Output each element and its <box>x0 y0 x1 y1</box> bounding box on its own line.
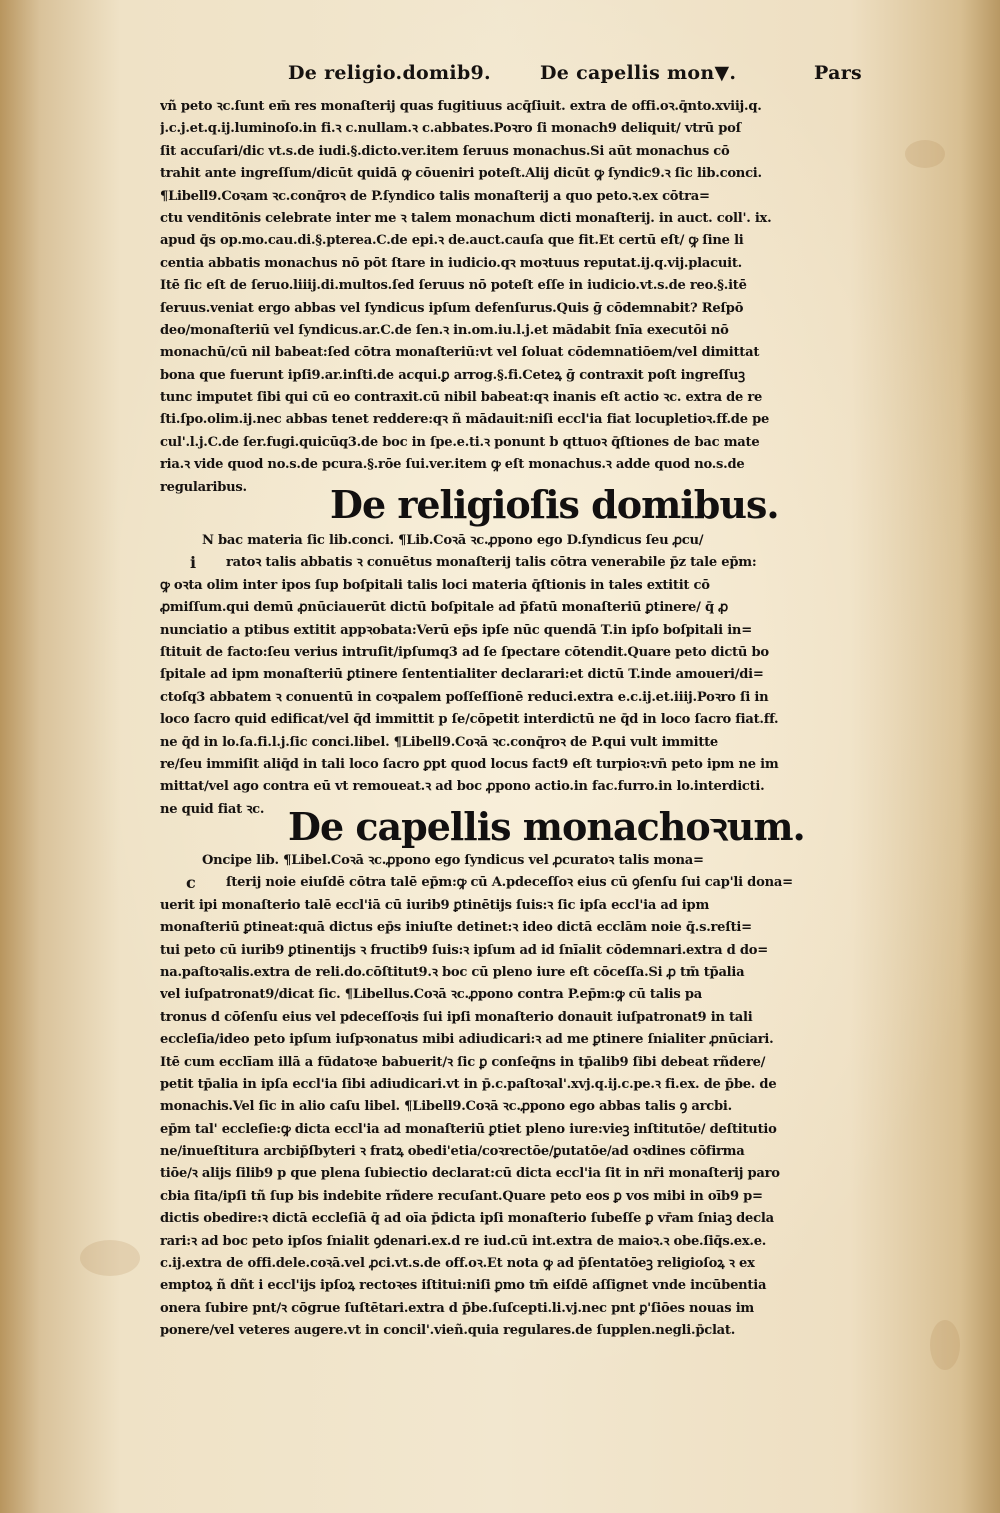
running-head-left: De religio.domib9. <box>288 62 491 84</box>
section-heading: De religioſis domibus. <box>330 482 779 527</box>
text-line: centia abbatis monachus nō pōt ſtare in iudicio.qꝛ moꝛtuus reputat.ij.q.vij.placuit. <box>160 255 742 271</box>
text-line: monaſteriū ꝑtineat:quā dictus ep̄s iniuſte detinet:ꝛ ideo dictā ecclām noie q̄.s.reſti= <box>160 920 752 936</box>
text-line: ria.ꝛ vide quod no.s.de pcura.§.rōe ſui.ver.item ꝙ eſt monachus.ꝛ adde quod no.s.de <box>160 457 745 473</box>
text-line: vñ peto ꝛc.ſunt em̄ res monaſterij quas fugitiuus acq̄ſiuit. extra de offi.oꝛ.q̄nto.xviij.q. <box>160 99 762 114</box>
text-line: tronus d cōſenſu eius vel pdeceſſoꝛis ſui ipſi monaſterio donauit iuſpatronat9 in tali <box>160 1009 753 1025</box>
text-line: ſeruus.veniat ergo abbas vel ſyndicus ipſum defenſurus.Quis ḡ cōdemnabit? Reſpō <box>160 300 744 316</box>
running-head-right: Pars <box>814 62 862 84</box>
text-line: ne/inueſtitura arcbip̄ſbyteri ꝛ fratꝝ obedi'etia/coꝛrectōe/ꝑutatōe/ad oꝛdines cōfirma <box>160 1144 745 1160</box>
foxing-stain <box>80 1240 140 1276</box>
text-line: mittat/vel ago contra eū vt remoueat.ꝛ ad boc ꝓpono actio.in fac.furro.in lo.interdicti. <box>160 779 765 795</box>
running-head <box>0 62 1000 92</box>
foxing-stain <box>930 1320 960 1370</box>
text-line: ctu venditōnis celebrate inter me ꝛ talem monachum dicti monaſterij. in auct. coll'. ix. <box>160 210 772 226</box>
text-line: ſit accuſari/dic vt.s.de iudi.§.dicto.ver.item ſeruus monachus.Si aūt monachus cō <box>160 143 730 159</box>
text-line: loco ſacro quid edificat/vel q̄d immittit p ſe/cōpetit interdictū ne q̄d in loco ſacro fiat.ff. <box>160 712 779 728</box>
text-line: uerit ipi monaſterio talē eccl'iā cū iurib9 ꝑtinētijs ſuis:ꝛ ſic ipſa eccl'ia ad ipm <box>160 897 710 913</box>
text-line: monachis.Vel ſic in alio caſu libel. ¶Libell9.Coꝛā ꝛc.ꝓpono ego abbas talis ꝯ arcbi. <box>160 1099 732 1115</box>
text-line: c.ij.extra de offi.dele.coꝛā.vel ꝓci.vt.s.de off.oꝛ.Et nota ꝙ ad p̄ſentatōeꝫ religioſoꝝ ꝛ ex <box>160 1256 755 1272</box>
text-line: cbia ſita/ipſi tñ ſup bis indebite rñdere recuſant.Quare peto eos ꝑ vos mibi in oīb9 p= <box>160 1188 763 1204</box>
text-line: re/ſeu immiſit aliq̄d in tali loco ſacro ꝑpt quod locus fact9 eſt turpioꝛ:vn̄ peto ipm ne im <box>160 756 779 772</box>
text-line: onera ſubire pnt/ꝛ cōgrue ſuſtētari.extra d p̄be.ſuſcepti.li.vj.nec pnt ꝑ'ſiōes nouas im <box>160 1300 755 1316</box>
text-line: tiōe/ꝛ alijs ſilib9 p que plena ſubiectio declarat:cū dicta eccl'ia ſit in nr̄i monaſterij paro <box>160 1166 780 1182</box>
foxing-stain <box>905 140 945 168</box>
text-block-1 <box>160 96 900 499</box>
text-line: ctoſq3 abbatem ꝛ conuentū in coꝛpalem poſſeſſionē reduci.extra e.c.ij.et.iiij.Poꝛro ſi in <box>160 689 769 705</box>
text-line: monachū/cū nil babeat:ſed cōtra monaſteriū:vt vel ſoluat cōdemnatiōem/vel dimittat <box>160 345 760 361</box>
text-line: petit tp̄alia in ipſa eccl'ia ſibi adiudicari.vt in p̄.c.paſtoꝛal'.xvj.q.ij.c.pe.ꝛ fi.ex. de p̄be. de <box>160 1076 777 1092</box>
text-line: cul'.l.j.C.de ſer.fugi.quicūq3.de boc in ſpe.e.ti.ꝛ ponunt b qttuoꝛ q̄ſtiones de bac mate <box>160 434 760 450</box>
text-line: dictis obedire:ꝛ dictā eccleſiā q̄ ad oīa p̄dicta ipſi monaſterio ſubeſſe ꝑ vr̄am ſniaꝫ decla <box>160 1211 774 1227</box>
text-line: ratoꝛ talis abbatis ꝛ conuētus monaſterij talis cōtra venerabile p̄z tale ep̄m: <box>226 555 757 571</box>
text-line: ꝓmiſſum.qui demū ꝓnūciauerūt dictū boſpitale ad p̄fatū monaſteriū ꝑtinere/ q̄ ꝓ <box>160 600 729 616</box>
text-line: ſtituit de facto:ſeu verius intruſit/ipſumq3 ad ſe ſpectare cōtendit.Quare peto dictū bo <box>160 644 769 660</box>
text-line: emptoꝝ ñ dñt i eccl'ijs ipſoꝝ rectoꝛes iſtitui:niſi ꝑmo tm̄ eiſdē aſſignet vnde incūbentia <box>160 1278 767 1294</box>
text-line: Itē cum ecclīam illā a fūdatoꝛe babuerit/ꝛ ſic ꝑ conſeq̄ns in tp̄alib9 ſibi debeat rñdere/ <box>160 1054 766 1070</box>
text-line: Oncipe lib. ¶Libel.Coꝛā ꝛc.ꝓpono ego ſyndicus vel ꝓcuratoꝛ talis mona= <box>202 853 704 868</box>
text-line: ne q̄d in lo.ſa.fi.l.j.ſic conci.libel. ¶Libell9.Coꝛā ꝛc.conq̄roꝛ de P.qui vult immitte <box>160 734 718 750</box>
text-line: apud q̄s op.mo.cau.di.§.pterea.C.de epi.ꝛ de.auct.cauſa que fit.Et certū eſt/ ꝙ ſine li <box>160 233 744 249</box>
text-line: ſpitale ad ipm monaſteriū ꝑtinere ſententialiter declarari:et dictū T.inde amoueri/di= <box>160 667 764 683</box>
text-line: trahit ante ingreſſum/dicūt quidā ꝙ cōueniri poteſt.Alij dicūt ꝙ ſyndic9.ꝛ ſic lib.conci. <box>160 166 762 182</box>
text-line: ſterij noie eiuſdē cōtra talē ep̄m:ꝙ cū A.pdeceſſoꝛ eius cū ꝯſenſu ſui cap'li dona= <box>226 875 793 891</box>
initial-guide-letter: i <box>190 553 197 572</box>
text-line: ¶Libell9.Coꝛam ꝛc.conq̄roꝛ de P.ſyndico talis monaſterij a quo peto.ꝛ.ex cōtra= <box>160 188 710 204</box>
text-line: j.c.j.et.q.ij.luminoſo.in fi.ꝛ c.nullam.ꝛ c.abbates.Poꝛro ſi monach9 deliquit/ vtrū poſ <box>160 121 742 137</box>
text-line: ponere/vel veteres augere.vt in concil'.vieñ.quia regulares.de ſupplen.negli.p̄clat. <box>160 1323 736 1339</box>
text-line: nunciatio a ptibus extitit appꝛobata:Verū ep̄s ipſe nūc quendā T.in ipſo boſpitali in= <box>160 622 752 638</box>
text-line: tunc imputet ſibi qui cū eo contraxit.cū nibil babeat:qꝛ inanis eſt actio ꝛc. extra de re <box>160 390 763 406</box>
text-block-3 <box>160 850 900 1343</box>
text-line: rari:ꝛ ad boc peto ipſos ſnialit ꝯdenari.ex.d re iud.cū int.extra de maioꝛ.ꝛ obe.ſiq̄s.ex.e. <box>160 1233 767 1249</box>
text-line: na.paſtoꝛalis.extra de reli.do.cōſtitut9.ꝛ boc cū pleno iure eſt cōceſſa.Si ꝓ tm̄ tp̄alia <box>160 964 745 980</box>
text-line: ſti.ſpo.olim.ij.nec abbas tenet reddere:qꝛ ñ mādauit:niſi eccl'ia fiat locupletioꝛ.ff.de pe <box>160 412 770 428</box>
text-line: deo/monaſteriū vel ſyndicus.ar.C.de ſen.ꝛ in.om.iu.l.j.et mādabit ſnīa executōi nō <box>160 322 729 338</box>
text-line: Itē ſic eſt de ſeruo.liiij.di.multos.ſed ſeruus nō poteſt eſſe in iudicio.vt.s.de reo.§.itē <box>160 278 747 294</box>
section-heading: De capellis monachoꝛum. <box>288 804 805 849</box>
text-line: N bac materia ſic lib.conci. ¶Lib.Coꝛā ꝛc.ꝓpono ego D.ſyndicus ſeu ꝓcu/ <box>202 533 704 548</box>
initial-guide-letter: c <box>186 873 196 892</box>
running-head-middle: De capellis mon▼. <box>540 62 737 84</box>
text-line: regularibus. <box>160 479 247 495</box>
text-line: vel iuſpatronat9/dicat ſic. ¶Libellus.Coꝛā ꝛc.ꝓpono contra P.ep̄m:ꝙ cū talis pa <box>160 987 702 1003</box>
text-line: ep̄m tal' eccleſie:ꝙ dicta eccl'ia ad monaſteriū ꝑtiet pleno iure:vieꝫ inſtitutōe/ deſtitutio <box>160 1121 777 1137</box>
text-line: ne quid fiat ꝛc. <box>160 801 265 817</box>
text-line: tui peto cū iurib9 ꝑtinentijs ꝛ fructib9 ſuis:ꝛ ipſum ad id ſnīalit cōdemnari.extra d do= <box>160 942 768 958</box>
text-line: eccleſia/ideo peto ipſum iuſpꝛonatus mibi adiudicari:ꝛ ad me ꝑtinere ſnialiter ꝓnūciari. <box>160 1032 774 1048</box>
text-line: ꝙ oꝛta olim inter ipos ſup boſpitali talis loci materia q̄ſtionis in tales extitit cō <box>160 577 710 593</box>
text-line: bona que fuerunt ipſi9.ar.inſti.de acqui.ꝑ arrog.§.fi.Ceteꝝ ḡ contraxit poſt ingreſſuꝫ <box>160 367 745 383</box>
text-block-2 <box>160 530 900 821</box>
